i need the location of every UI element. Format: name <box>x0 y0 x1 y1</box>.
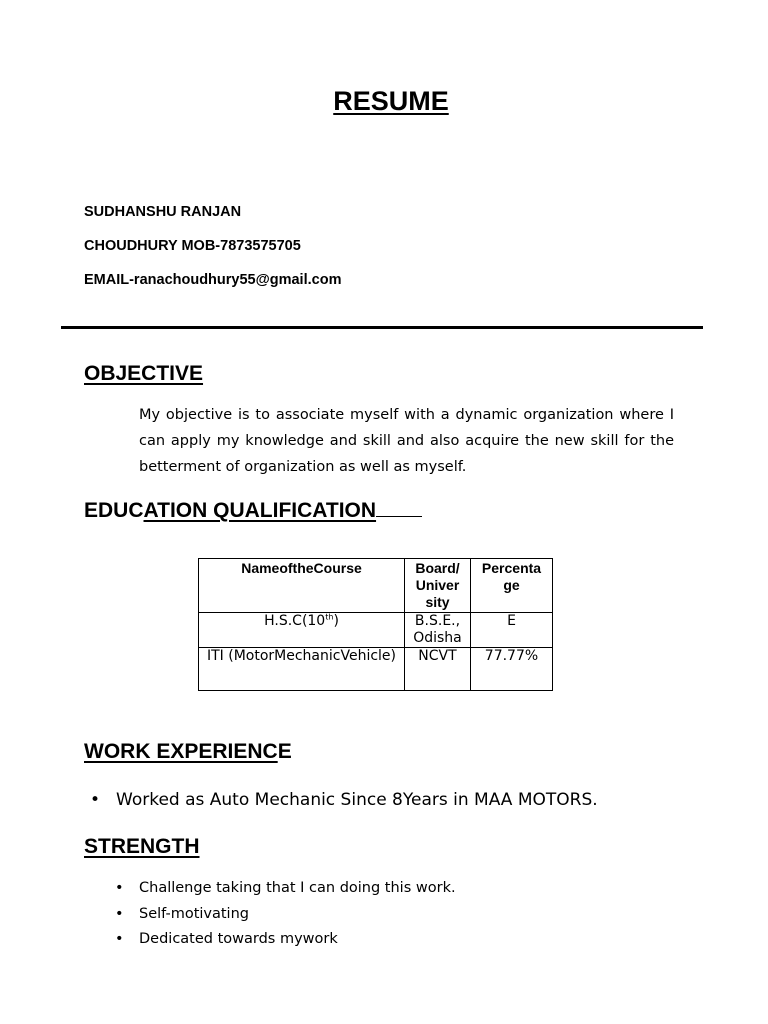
contact-email: EMAIL-ranachoudhury55@gmail.com <box>84 272 342 288</box>
column-header-percentage: Percenta ge <box>471 559 553 613</box>
list-item <box>115 877 456 903</box>
course-suffix: ) <box>333 613 339 629</box>
education-heading-prefix: EDUC <box>84 499 144 522</box>
list-item <box>115 928 456 954</box>
objective-heading: OBJECTIVE <box>84 362 204 385</box>
course-superscript: th <box>325 612 334 622</box>
strength-item-text: Dedicated towards mywork <box>139 931 338 947</box>
work-experience-item <box>90 790 598 810</box>
table-cell-board: B.S.E., Odisha <box>405 613 471 648</box>
course-name: H.S.C(10 <box>264 613 326 629</box>
list-item <box>115 903 456 929</box>
table-cell-percentage: E <box>471 613 553 648</box>
objective-text: My objective is to associate myself with a dynamic organization where I can apply my knowledge and skill and also acquire the new skill for the betterment of organization as well as myself. <box>139 407 674 475</box>
strength-heading: STRENGTH <box>84 835 200 858</box>
work-item-text: Worked as Auto Mechanic Since 8Years in MAA MOTORS. <box>116 790 598 810</box>
bullet-icon: • <box>115 905 124 922</box>
bullet-icon: • <box>115 880 124 896</box>
work-heading-main: WORK EXPERIENC <box>84 740 278 763</box>
education-heading <box>84 499 422 523</box>
education-heading-underline-tail <box>376 515 422 517</box>
section-divider <box>61 326 703 329</box>
strength-list <box>115 877 456 954</box>
column-header-course: NameoftheCourse <box>199 559 405 613</box>
strength-item-text: Self-motivating <box>139 905 249 922</box>
table-header-row <box>199 559 553 613</box>
bullet-icon: • <box>115 931 124 947</box>
contact-name: SUDHANSHU RANJAN <box>84 204 242 220</box>
bullet-icon: • <box>90 790 101 810</box>
table-row <box>199 648 553 691</box>
table-row <box>199 613 553 648</box>
resume-title: RESUME <box>333 86 449 116</box>
table-cell-course: ITI (MotorMechanicVehicle) <box>199 648 405 691</box>
table-cell-course <box>199 613 405 648</box>
contact-name-mobile: CHOUDHURY MOB-7873575705 <box>84 238 301 254</box>
table-cell-percentage: 77.77% <box>471 648 553 691</box>
education-table <box>198 558 553 691</box>
work-heading-last: E <box>277 740 292 763</box>
table-cell-board: NCVT <box>405 648 471 691</box>
strength-item-text: Challenge taking that I can doing this work. <box>139 880 456 896</box>
work-experience-heading <box>84 740 292 764</box>
column-header-board: Board/ Univer sity <box>405 559 471 613</box>
education-heading-rest: ATION QUALIFICATION <box>143 499 377 522</box>
